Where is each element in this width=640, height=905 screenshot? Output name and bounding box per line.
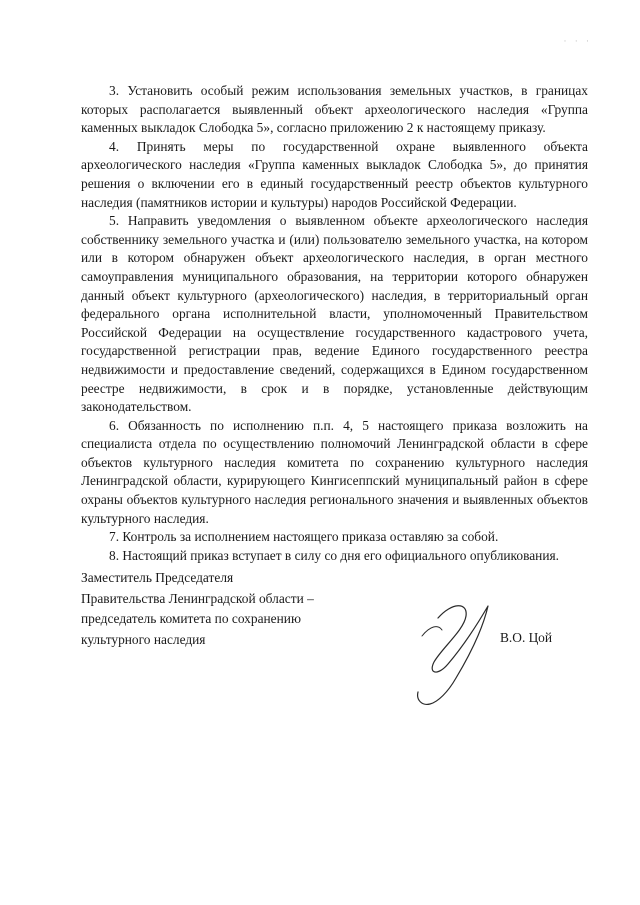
signatory-title-line: председатель комитета по сохранению xyxy=(81,611,301,626)
handwritten-signature xyxy=(408,596,498,706)
signatory-title-line: Правительства Ленинградской области – xyxy=(81,590,314,606)
signatory-title xyxy=(81,568,314,650)
paragraph-item-6: 6. Обязанность по исполнению п.п. 4, 5 настоящего приказа возложить на специалиста отдела по осуществлению полномочий Ленинградской области в сфере объектов культурного наследия комитета по сохранению культурного наследия Ленинградской области, курирующего Кингисеппский муниципальный район в сфере охраны объектов культурного наследия регионального значения и выявленных объектов культурного наследия. xyxy=(81,417,588,526)
signatory-title-line: культурного наследия xyxy=(81,631,206,647)
signer-name: В.О. Цой xyxy=(500,630,552,645)
signatory-title-line: Заместитель Председателя xyxy=(81,570,234,585)
order-body xyxy=(81,82,588,565)
paragraph-item-5: 5. Направить уведомления о выявленном объекте археологического наследия собственнику земельного участка и (или) пользователю земельного участка, на котором или в котором обнаружен объект археологического наследия, в орган местного самоуправления муниципального образования, на территории которого обнаружен данный объект культурного (археологического) наследия, в территориальный орган федерального органа исполнительной власти, уполномоченный Правительством Российской Федерации на осуществление государственного кадастрового учета, государственной регистрации прав, ведение Единого государственного реестра недвижимости и предоставление сведений, содержащихся в Едином государственном реестре недвижимости, в срок и в порядке, установленные действующим законодательством. xyxy=(81,213,588,415)
scan-artifact: · · · xyxy=(563,36,592,46)
paragraph-item-7: 7. Контроль за исполнением настоящего приказа оставляю за собой. xyxy=(109,529,499,545)
paragraph-item-8: 8. Настоящий приказ вступает в силу со дня его официального опубликования. xyxy=(109,547,559,563)
paragraph-item-4: 4. Принять меры по государственной охране выявленного объекта археологического наследия «Группа каменных выкладок Слободка 5», до принятия решения о включении его в единый государственный реестр объектов культурного наследия (памятников истории и культуры) народов Российской Федерации. xyxy=(81,138,588,210)
paragraph-item-3: 3. Установить особый режим использования земельных участков, в границах которых располагается выявленный объект археологического наследия «Группа каменных выкладок Слободка 5», согласно приложению 2 к настоящему приказу. xyxy=(81,83,588,136)
